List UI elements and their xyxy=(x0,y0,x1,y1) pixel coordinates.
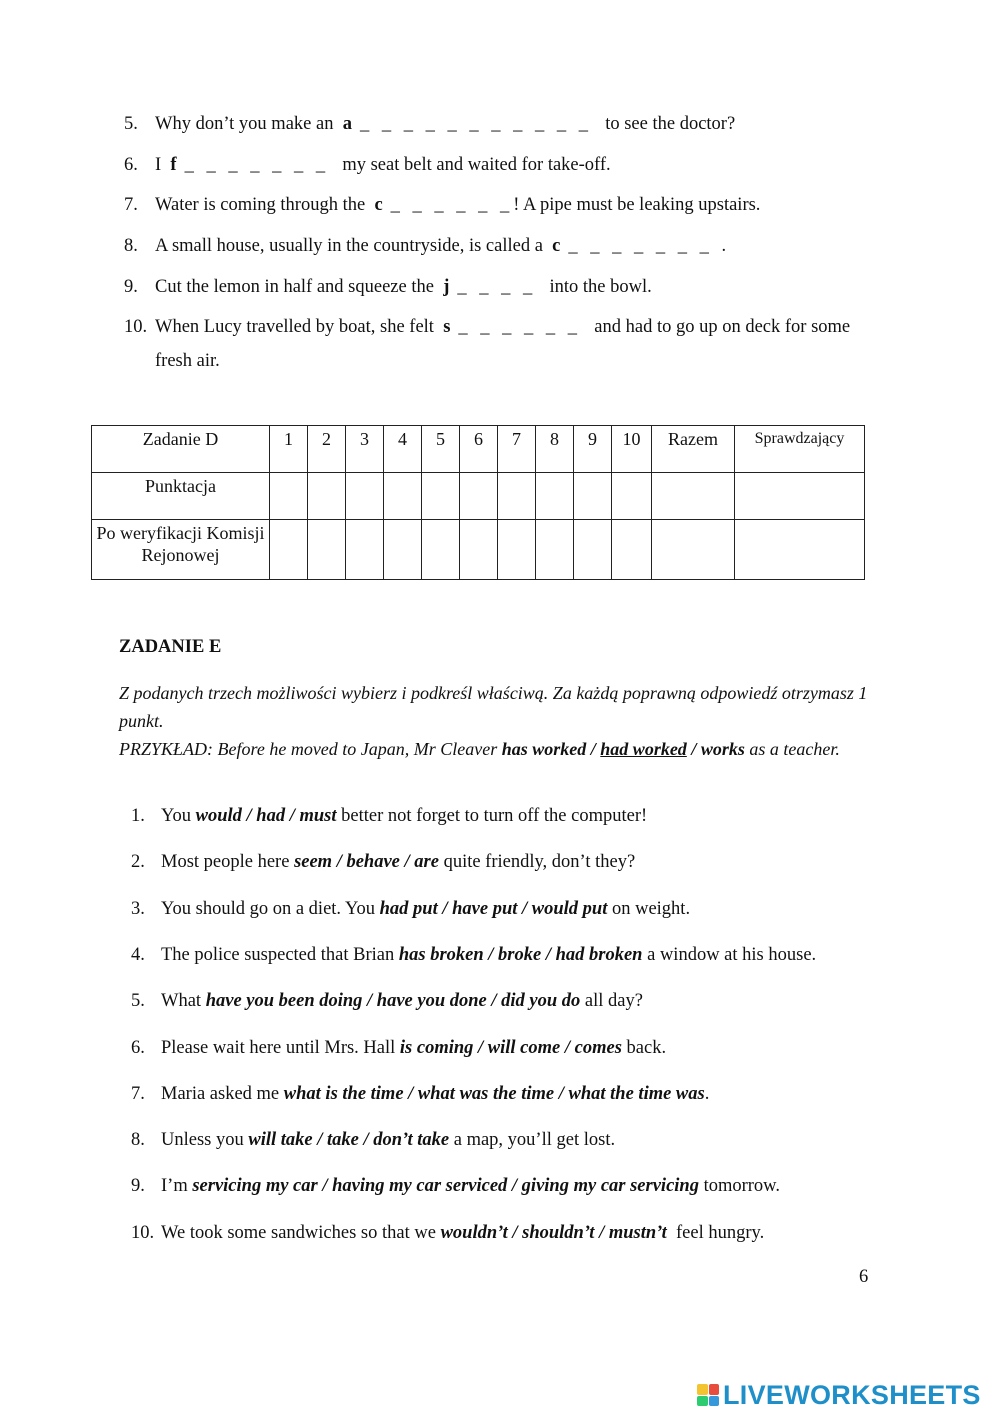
score-cell[interactable] xyxy=(652,520,735,580)
score-cell[interactable] xyxy=(270,520,308,580)
answer-options[interactable]: is coming / will come / comes xyxy=(399,1038,622,1058)
page-number: 6 xyxy=(859,1267,869,1287)
item-number: 9. xyxy=(124,277,138,297)
header-cell: 2 xyxy=(308,426,346,473)
logo-tile xyxy=(709,1384,720,1395)
item-number: 1. xyxy=(131,806,145,826)
answer-options[interactable]: will take / take / don’t take xyxy=(248,1130,450,1150)
liveworksheets-logo[interactable] xyxy=(697,1380,981,1410)
item-text-after: my seat belt and waited for take-off. xyxy=(342,155,611,175)
item-text-before: Why don’t you make an xyxy=(155,114,334,134)
item-text-before: Unless you xyxy=(161,1130,244,1150)
answer-options[interactable]: wouldn’t / shouldn’t / mustn’t xyxy=(440,1223,667,1243)
row-label-verification: Po weryfikacji Komisji Rejonowej xyxy=(92,520,270,580)
score-cell[interactable] xyxy=(498,473,536,520)
header-cell: 6 xyxy=(460,426,498,473)
answer-blank[interactable]: _ _ _ _ _ _ _ xyxy=(568,236,713,256)
item-text-after: all day? xyxy=(584,991,643,1011)
example-option: has worked / xyxy=(501,739,596,759)
score-cell[interactable] xyxy=(612,473,652,520)
score-cell[interactable] xyxy=(574,520,612,580)
header-cell-checker: Sprawdzający xyxy=(735,426,865,473)
answer-options[interactable]: had put / have put / would put xyxy=(379,899,608,919)
header-cell: 5 xyxy=(422,426,460,473)
score-cell[interactable] xyxy=(422,473,460,520)
item-text-after: a window at his house. xyxy=(647,945,817,965)
score-cell[interactable] xyxy=(735,473,865,520)
header-cell: 10 xyxy=(612,426,652,473)
instructions xyxy=(119,679,879,763)
example-correct-option: had worked xyxy=(600,739,687,759)
item-text-before: We took some sandwiches so that we xyxy=(161,1223,436,1243)
header-cell: 4 xyxy=(384,426,422,473)
fill-item xyxy=(124,275,652,299)
example-suffix: as a teacher. xyxy=(749,739,840,759)
item-number: 6. xyxy=(124,155,138,175)
item-text-before: What xyxy=(161,991,202,1011)
section-title: ZADANIE E xyxy=(119,637,222,657)
item-text-before: When Lucy travelled by boat, she felt xyxy=(155,317,434,337)
choice-item xyxy=(131,1174,780,1198)
score-cell[interactable] xyxy=(270,473,308,520)
choice-item xyxy=(131,943,816,967)
score-row-points xyxy=(92,473,865,520)
item-text-before: Cut the lemon in half and squeeze the xyxy=(155,277,434,297)
item-text-before: I xyxy=(155,155,162,175)
item-continuation: fresh air. xyxy=(155,351,220,371)
score-cell[interactable] xyxy=(384,473,422,520)
item-text-after: on weight. xyxy=(611,899,691,919)
item-text-before: You xyxy=(161,806,192,826)
instruction-text: Z podanych trzech możliwości wybierz i podkreśl właściwą. Za każdą poprawną odpowiedź otrzymasz 1 punkt. xyxy=(119,683,868,731)
item-text-after: a map, you’ll get lost. xyxy=(453,1130,616,1150)
item-text-before: Water is coming through the xyxy=(155,195,366,215)
header-cell: 9 xyxy=(574,426,612,473)
example-prefix: PRZYKŁAD: Before he moved to Japan, Mr Cleaver xyxy=(119,739,498,759)
item-number: 6. xyxy=(131,1038,145,1058)
first-letter-hint: c xyxy=(552,236,561,256)
item-text-before: The police suspected that Brian xyxy=(161,945,395,965)
item-text-before: Most people here xyxy=(161,852,290,872)
item-text-after: and had to go up on deck for some xyxy=(594,317,851,337)
header-cell: 8 xyxy=(536,426,574,473)
score-cell[interactable] xyxy=(460,473,498,520)
choice-item xyxy=(131,1128,615,1152)
score-cell[interactable] xyxy=(460,520,498,580)
choice-item xyxy=(131,1036,666,1060)
brand-logo-icon xyxy=(697,1384,719,1406)
score-table-header-row xyxy=(92,426,865,473)
score-cell[interactable] xyxy=(308,473,346,520)
example-line xyxy=(119,735,879,763)
choice-item xyxy=(131,804,647,828)
score-cell[interactable] xyxy=(346,473,384,520)
first-letter-hint: a xyxy=(342,114,352,134)
item-text-after: ! A pipe must be leaking upstairs. xyxy=(513,195,761,215)
answer-options[interactable]: have you been doing / have you done / did you do xyxy=(205,991,581,1011)
item-text-before: Please wait here until Mrs. Hall xyxy=(161,1038,396,1058)
score-cell[interactable] xyxy=(346,520,384,580)
score-table xyxy=(91,425,865,580)
fill-item xyxy=(124,112,735,136)
item-number: 5. xyxy=(131,991,145,1011)
item-number: 4. xyxy=(131,945,145,965)
answer-blank[interactable]: _ _ _ _ _ _ _ xyxy=(184,155,330,175)
item-text-after: . xyxy=(704,1084,710,1104)
score-cell[interactable] xyxy=(422,520,460,580)
answer-options[interactable]: seem / behave / are xyxy=(294,852,439,872)
item-number: 8. xyxy=(131,1130,145,1150)
item-text-after: tomorrow. xyxy=(703,1176,780,1196)
item-text-after: back. xyxy=(626,1038,667,1058)
score-cell[interactable] xyxy=(735,520,865,580)
first-letter-hint: c xyxy=(374,195,383,215)
score-cell[interactable] xyxy=(308,520,346,580)
header-cell-task: Zadanie D xyxy=(92,426,270,473)
item-text-after: better not forget to turn off the computer! xyxy=(341,806,648,826)
answer-options[interactable]: would / had / must xyxy=(195,806,337,826)
item-number: 2. xyxy=(131,852,145,872)
fill-item xyxy=(124,153,611,177)
item-number: 10. xyxy=(124,317,148,337)
fill-item xyxy=(124,234,726,258)
item-number: 3. xyxy=(131,899,145,919)
item-text-after: . xyxy=(721,236,727,256)
item-text-before: A small house, usually in the countryside, is called a xyxy=(155,236,543,256)
item-number: 8. xyxy=(124,236,138,256)
item-number: 5. xyxy=(124,114,138,134)
item-text-after: feel hungry. xyxy=(676,1223,765,1243)
score-cell[interactable] xyxy=(498,520,536,580)
answer-options[interactable]: has broken / broke / had broken xyxy=(398,945,643,965)
item-text-after: quite friendly, don’t they? xyxy=(443,852,636,872)
header-cell: 7 xyxy=(498,426,536,473)
logo-tile xyxy=(697,1396,708,1407)
header-cell: 1 xyxy=(270,426,308,473)
choice-item xyxy=(131,897,690,921)
logo-tile xyxy=(697,1384,708,1395)
score-cell[interactable] xyxy=(536,473,574,520)
header-cell-total: Razem xyxy=(652,426,735,473)
item-number: 9. xyxy=(131,1176,145,1196)
example-option: / works xyxy=(691,739,745,759)
answer-blank[interactable]: _ _ _ _ _ _ xyxy=(390,195,514,215)
first-letter-hint: s xyxy=(443,317,451,337)
fill-item xyxy=(124,315,850,373)
score-row-verification xyxy=(92,520,865,580)
item-number: 10. xyxy=(131,1223,155,1243)
logo-tile xyxy=(709,1396,720,1407)
first-letter-hint: f xyxy=(170,155,177,175)
score-cell[interactable] xyxy=(574,473,612,520)
choice-item xyxy=(131,1082,709,1106)
choice-item xyxy=(131,1221,764,1245)
score-cell[interactable] xyxy=(384,520,422,580)
item-text-after: into the bowl. xyxy=(549,277,652,297)
brand-wordmark: LIVEWORKSHEETS xyxy=(723,1379,981,1410)
choice-item xyxy=(131,850,635,874)
score-cell[interactable] xyxy=(536,520,574,580)
answer-blank[interactable]: _ _ _ _ _ _ _ _ _ _ _ xyxy=(359,114,592,134)
item-text-before: I’m xyxy=(161,1176,188,1196)
item-text-before: You should go on a diet. You xyxy=(161,899,375,919)
header-cell: 3 xyxy=(346,426,384,473)
first-letter-hint: j xyxy=(443,277,450,297)
item-text-before: Maria asked me xyxy=(161,1084,280,1104)
item-number: 7. xyxy=(131,1084,145,1104)
fill-item xyxy=(124,193,760,217)
choice-item xyxy=(131,989,643,1013)
score-cell[interactable] xyxy=(612,520,652,580)
score-cell[interactable] xyxy=(652,473,735,520)
answer-blank[interactable]: _ _ _ _ _ _ xyxy=(458,317,582,337)
item-number: 7. xyxy=(124,195,138,215)
answer-options[interactable]: servicing my car / having my car serviced / giving my car servicing xyxy=(192,1176,699,1196)
answer-blank[interactable]: _ _ _ _ xyxy=(457,277,537,297)
row-label-points: Punktacja xyxy=(92,473,270,520)
item-text-after: to see the doctor? xyxy=(605,114,736,134)
answer-options[interactable]: what is the time / what was the time / what the time was xyxy=(283,1084,705,1104)
